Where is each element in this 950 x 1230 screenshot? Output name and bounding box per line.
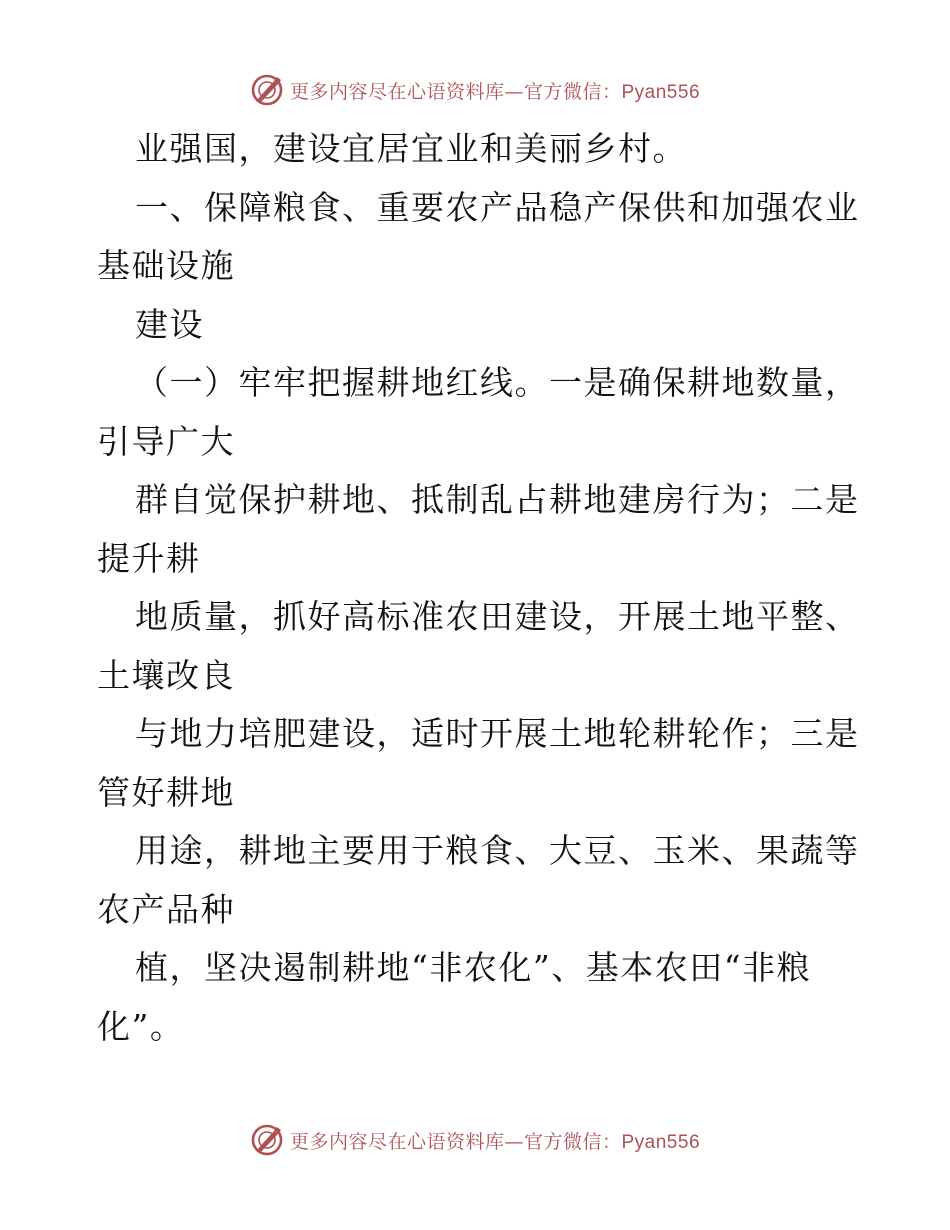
- text-line: 业强国，建设宜居宜业和美丽乡村。: [135, 129, 687, 168]
- text-line: 农产品种: [97, 889, 235, 929]
- text-line: 土壤改良: [97, 655, 235, 695]
- text-line: 地质量，抓好高标准农田建设，开展土地平整、: [135, 597, 860, 636]
- header-wechat-id: Pyan556: [621, 81, 701, 103]
- text-line: 用途，耕地主要用于粮食、大豆、玉米、果蔬等: [135, 831, 860, 870]
- pen-circle-logo-icon: [250, 73, 284, 107]
- text-line: 管好耕地: [97, 772, 235, 812]
- footer-banner: [0, 1118, 950, 1162]
- text-line: 建设: [135, 304, 204, 344]
- text-line: 与地力培肥建设，适时开展土地轮耕轮作；三是: [135, 714, 860, 753]
- text-line: 植，坚决遏制耕地“非农化”、基本农田“非粮: [135, 948, 812, 987]
- text-line: 基础设施: [97, 246, 235, 285]
- text-line: 化”。: [97, 1006, 185, 1046]
- text-line: 引导广大: [97, 421, 235, 461]
- footer-wechat-id: Pyan556: [621, 1131, 701, 1153]
- text-line: 一、保障粮食、重要农产品稳产保供和加强农业: [135, 187, 860, 227]
- text-line: 群自觉保护耕地、抵制乱占耕地建房行为；二是: [135, 480, 860, 519]
- text-line: 提升耕: [97, 538, 201, 578]
- pen-circle-logo-icon: [250, 1123, 284, 1157]
- document-body: [97, 120, 860, 1056]
- header-banner-text: 更多内容尽在心语资料库—官方微信：Pyan556: [289, 80, 701, 103]
- footer-banner-text: 更多内容尽在心语资料库—官方微信：Pyan556: [289, 1130, 701, 1153]
- text-line: （一）牢牢把握耕地红线。一是确保耕地数量，: [135, 363, 860, 402]
- header-banner: [0, 68, 950, 112]
